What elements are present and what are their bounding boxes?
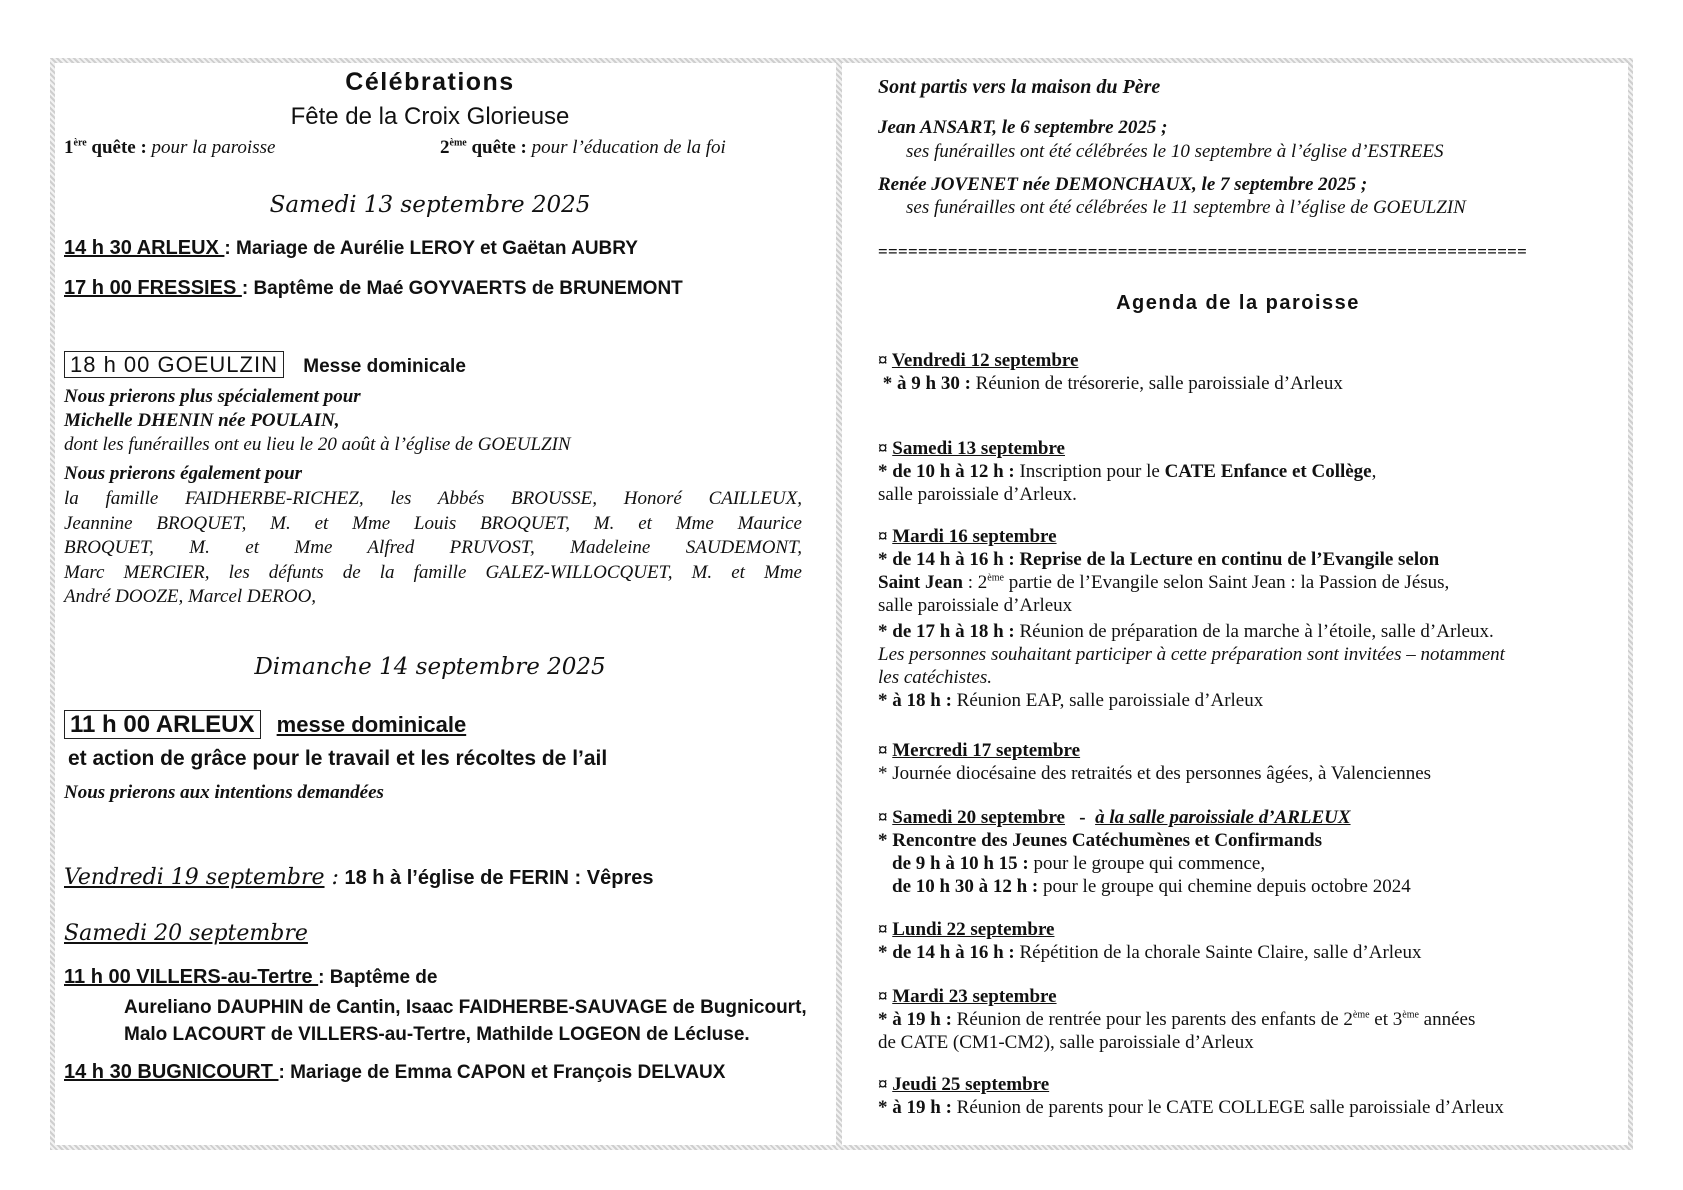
agenda-time: de 10 h 30 à 12 h :: [892, 876, 1039, 897]
quete-2: [440, 137, 726, 159]
quete-1-sup: ère: [73, 137, 87, 149]
prayer-intro-2: Nous prierons également pour: [64, 463, 303, 484]
agenda-text: Réunion de préparation de la marche à l’étoile, salle d’Arleux.: [1014, 621, 1494, 642]
bapteme-names: [124, 994, 807, 1048]
agenda-title: Agenda de la paroisse: [1116, 292, 1360, 314]
day-heading-samedi-20: Samedi 20 septembre: [64, 921, 308, 946]
event-description: Messe dominicale: [303, 356, 466, 377]
agenda-text: Réunion EAP, salle paroissiale d’Arleux: [951, 690, 1264, 711]
funeral-note: dont les funérailles ont eu lieu le 20 août à l’église de GOEULZIN: [64, 434, 571, 455]
agenda-day: Samedi 13 septembre: [892, 438, 1065, 459]
agenda-day: Mardi 16 septembre: [892, 526, 1057, 547]
column-divider: [836, 58, 842, 1150]
agenda-text: Réunion de trésorerie, salle paroissiale d’Arleux: [970, 373, 1343, 394]
agenda-text: : 2: [963, 572, 988, 593]
agenda-item-samedi-20: [878, 806, 1598, 918]
prayer-list-line: Jeannine BROQUET, M. et Mme Louis BROQUET, M. et Mme Maurice: [64, 512, 802, 534]
bullet-glyph: ¤: [878, 438, 893, 459]
prayer-list: [64, 487, 802, 610]
prayer-intentions: Nous prierons aux intentions demandées: [64, 782, 384, 803]
agenda-item-mercredi-17: [878, 739, 1598, 806]
agenda-list: [878, 349, 1598, 1119]
bullet-glyph: ¤: [878, 350, 892, 371]
event-arleux-mariage: [64, 237, 638, 260]
feast-subtitle: Fête de la Croix Glorieuse: [290, 103, 570, 130]
agenda-text: années: [1418, 1009, 1476, 1030]
quete-1-label-num: 1: [64, 137, 74, 158]
agenda-day: Mercredi 17 septembre: [892, 740, 1081, 761]
agenda-text: salle paroissiale d’Arleux.: [878, 484, 1077, 505]
deaths-title: Sont partis vers la maison du Père: [878, 76, 1161, 98]
agenda-place: à la salle paroissiale d’ARLEUX: [1095, 807, 1351, 828]
agenda-dash: -: [1065, 807, 1096, 828]
event-sub-description: et action de grâce pour le travail et les récoltes de l’ail: [68, 747, 608, 770]
quete-2-value: pour l’éducation de la foi: [531, 137, 726, 158]
quete-2-sup: ème: [449, 137, 467, 149]
event-bugnicourt-mariage: [64, 1061, 725, 1084]
bapteme-names-line: Malo LACOURT de VILLERS-au-Tertre, Mathilde LOGEON de Lécluse.: [124, 1024, 750, 1045]
bullet-glyph: ¤: [878, 986, 893, 1007]
agenda-text: et 3: [1369, 1009, 1403, 1030]
agenda-item-vendredi-12: [878, 349, 1598, 437]
agenda-text-bold: CATE Enfance et Collège: [1164, 461, 1372, 482]
event-goeulzin-messe: [64, 352, 466, 378]
agenda-text: * Journée diocésaine des retraités et des personnes âgées, à Valenciennes: [878, 763, 1432, 784]
death-2-name: Renée JOVENET née DEMONCHAUX, le 7 septembre 2025 ;: [878, 174, 1368, 195]
agenda-text-bold: * Rencontre des Jeunes Catéchumènes et Confirmands: [878, 830, 1323, 851]
agenda-item-mardi-16: [878, 525, 1598, 739]
bullet-glyph: ¤: [878, 740, 893, 761]
agenda-day: Lundi 22 septembre: [892, 919, 1055, 940]
prayer-list-line: la famille FAIDHERBE-RICHEZ, les Abbés BROUSSE, Honoré CAILLEUX,: [64, 488, 802, 509]
day-heading-samedi-13: Samedi 13 septembre 2025: [269, 192, 591, 218]
event-description: : Mariage de Aurélie LEROY et Gaëtan AUBRY: [224, 238, 638, 259]
agenda-item-lundi-22: [878, 918, 1598, 985]
agenda-time: de 9 h à 10 h 15 :: [892, 853, 1029, 874]
agenda-time: * de 10 h à 12 h :: [878, 461, 1015, 482]
event-time-location: 14 h 30 ARLEUX: [64, 237, 225, 259]
prayer-intro: Nous prierons plus spécialement pour: [64, 386, 361, 407]
agenda-time: * à 19 h :: [878, 1009, 952, 1030]
agenda-text: pour le groupe qui chemine depuis octobre 2024: [1038, 876, 1411, 897]
event-arleux-messe: [64, 711, 466, 739]
agenda-text: Inscription pour le: [1014, 461, 1165, 482]
agenda-sup: ème: [1352, 1009, 1370, 1021]
event-description: : Baptême de Maé GOYVAERTS de BRUNEMONT: [241, 278, 683, 299]
agenda-text: de CATE (CM1-CM2), salle paroissiale d’Arleux: [878, 1032, 1254, 1053]
event-ferin-vepres: [64, 864, 653, 890]
event-description: 18 h à l’église de FERIN : Vêpres: [338, 867, 654, 889]
agenda-day: Samedi 20 septembre: [892, 807, 1065, 828]
agenda-time: * à 9 h 30 :: [882, 373, 971, 394]
quete-1-value: pour la paroisse: [151, 137, 276, 158]
death-2-text: ses funérailles ont été célébrées le 11 septembre à l’église de GOEULZIN: [906, 197, 1466, 218]
day-heading-vendredi-19: Vendredi 19 septembre: [64, 865, 325, 890]
prayer-list-line: André DOOZE, Marcel DEROO,: [64, 586, 317, 607]
agenda-text: Répétition de la chorale Sainte Claire, salle d’Arleux: [1014, 942, 1422, 963]
event-description: messe dominicale: [276, 712, 467, 737]
quete-2-label-num: 2: [440, 137, 450, 158]
agenda-sup: ème: [1402, 1009, 1419, 1021]
agenda-text: Réunion de parents pour le CATE COLLEGE salle paroissiale d’Arleux: [951, 1097, 1504, 1118]
day-sep: :: [324, 865, 339, 890]
agenda-day: Jeudi 25 septembre: [892, 1074, 1050, 1095]
event-time-location: 17 h 00 FRESSIES: [64, 277, 242, 299]
agenda-text-bold: Saint Jean: [878, 572, 963, 593]
event-description: : Mariage de Emma CAPON et François DELVAUX: [278, 1062, 726, 1083]
prayer-list-line: BROQUET, M. et Mme Alfred PRUVOST, Madeleine SAUDEMONT,: [64, 537, 802, 558]
agenda-text-bold: * de 14 h à 16 h : Reprise de la Lecture en continu de l’Evangile selon: [878, 549, 1440, 570]
agenda-item-samedi-13: [878, 437, 1598, 525]
agenda-time: * à 19 h :: [878, 1097, 952, 1118]
prayer-name: Michelle DHENIN née POULAIN,: [64, 410, 340, 431]
day-heading-dimanche-14: Dimanche 14 septembre 2025: [254, 654, 606, 680]
bullet-glyph: ¤: [878, 1074, 893, 1095]
death-1-text: ses funérailles ont été célébrées le 10 septembre à l’église d’ESTREES: [906, 141, 1444, 162]
event-time-location-boxed: 11 h 00 ARLEUX: [64, 710, 261, 739]
event-fressies-bapteme: [64, 277, 683, 300]
event-time-location-boxed: 18 h 00 GOEULZIN: [64, 351, 284, 378]
agenda-time: * à 18 h :: [878, 690, 952, 711]
agenda-text: ,: [1371, 461, 1377, 482]
agenda-time: * de 14 h à 16 h :: [878, 942, 1015, 963]
death-1-name: Jean ANSART, le 6 septembre 2025 ;: [878, 117, 1168, 138]
quete-1-label: quête :: [86, 137, 147, 158]
agenda-text: partie de l’Evangile selon Saint Jean : la Passion de Jésus,: [1003, 572, 1450, 593]
bullet-glyph: ¤: [878, 807, 893, 828]
bapteme-names-line: Aureliano DAUPHIN de Cantin, Isaac FAIDHERBE-SAUVAGE de Bugnicourt,: [124, 997, 807, 1018]
agenda-time: * de 17 h à 18 h :: [878, 621, 1015, 642]
agenda-text-italic: les catéchistes.: [878, 667, 992, 688]
event-villers-bapteme: [64, 966, 437, 989]
agenda-text: pour le groupe qui commence,: [1028, 853, 1266, 874]
page-title: Célébrations: [345, 68, 515, 96]
agenda-day: Vendredi 12 septembre: [891, 350, 1079, 371]
bullet-glyph: ¤: [878, 919, 893, 940]
agenda-text-italic: Les personnes souhaitant participer à cette préparation sont invitées – notamment: [878, 644, 1505, 665]
event-description: : Baptême de: [318, 967, 438, 988]
prayer-list-line: Marc MERCIER, les défunts de la famille GALEZ-WILLOCQUET, M. et Mme: [64, 561, 802, 583]
bullet-glyph: ¤: [878, 526, 893, 547]
event-time-location: 11 h 00 VILLERS-au-Tertre: [64, 966, 319, 988]
quete-1: [64, 137, 275, 159]
event-time-location: 14 h 30 BUGNICOURT: [64, 1061, 279, 1083]
agenda-item-jeudi-25: [878, 1073, 1598, 1119]
quete-2-label: quête :: [466, 137, 527, 158]
agenda-text: Réunion de rentrée pour les parents des enfants de 2: [951, 1009, 1353, 1030]
agenda-sup: ème: [987, 572, 1004, 584]
separator-line: =================================================================: [878, 242, 1528, 261]
agenda-item-mardi-23: [878, 985, 1598, 1073]
agenda-text: salle paroissiale d’Arleux: [878, 595, 1073, 616]
agenda-day: Mardi 23 septembre: [892, 986, 1057, 1007]
